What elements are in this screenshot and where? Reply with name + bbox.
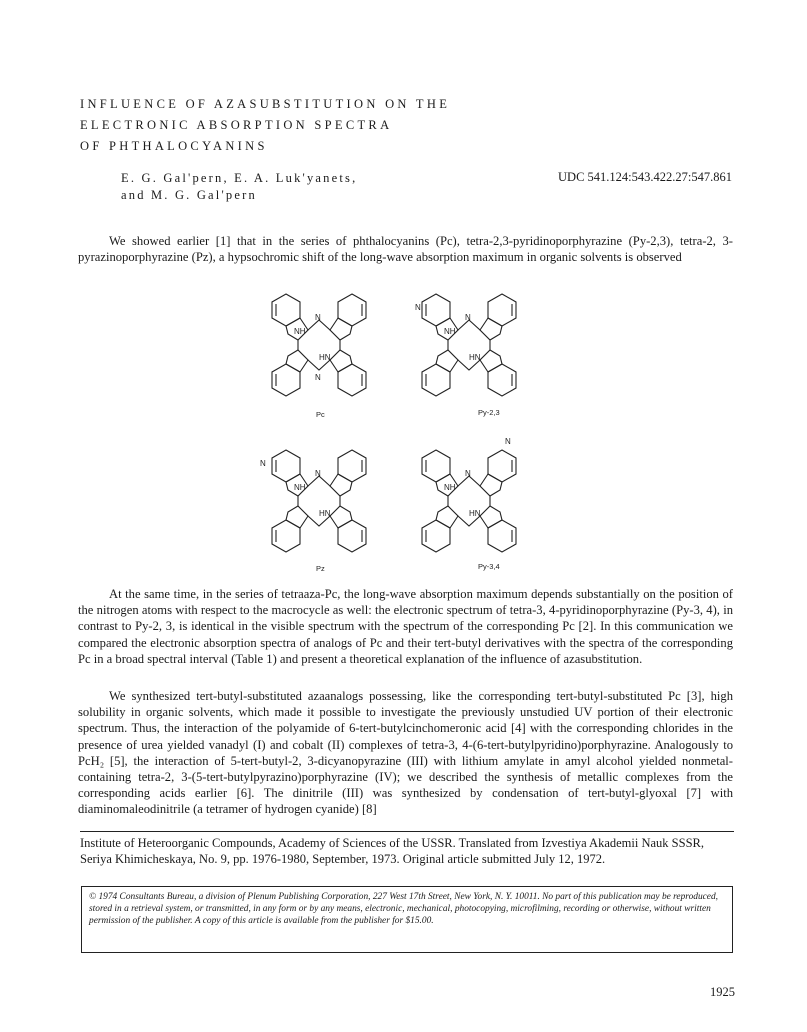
- title-line: OF PHTHALOCYANINS: [80, 139, 268, 153]
- footnote: Institute of Heteroorganic Compounds, Academy of Sciences of the USSR. Translated from Izvestiya Akademii Nauk SSSR, Seriya Khimicheskaya, No. 9, pp. 1976-1980, September, 1973. Original article submitted July 12, 1972.: [80, 836, 704, 866]
- authors-line: E. G. Gal'pern, E. A. Luk'yanets,: [121, 171, 358, 185]
- atom-n: N: [465, 469, 471, 478]
- intro-paragraph: [78, 233, 733, 265]
- atom-hn: HN: [319, 509, 331, 518]
- atom-nh: NH: [294, 483, 306, 492]
- page-number: 1925: [710, 985, 735, 999]
- atom-nh: NH: [444, 327, 456, 336]
- atom-labels: [260, 303, 511, 518]
- paragraph-3: [78, 688, 733, 818]
- udc-code: UDC 541.124:543.422.27:547.861: [558, 170, 732, 184]
- paragraph-2: [78, 586, 733, 667]
- atom-n: N: [465, 313, 471, 322]
- atom-n: N: [505, 437, 511, 446]
- authors: [121, 170, 357, 204]
- copyright-box: [81, 886, 733, 953]
- atom-n: N: [315, 469, 321, 478]
- atom-nh: NH: [444, 483, 456, 492]
- paragraph-3-text: We synthesized tert-butyl-substituted azaanalogs possessing, like the corresponding tert-butyl-substituted Pc [3], high solubility in organic solvents, which made it possible to investigate the previously unstudied UV portion of their electronic spectrum. Thus, the interaction of the polyamide of 6-tert-butylcinchomeronic acid [4] with the corresponding chlorides in the presence of urea yielded vanadyl (I) and cobalt (II) complexes of tetra-3, 4-(6-tert-butylpyridino)porphyrazine. Analogously to PcH₂ [5], the interaction of 5-tert-butyl-2, 3-dicyanopyrazine (III) with lithium amylate in amyl alcohol yielded nonmetal-containing tetra-2, 3-(5-tert-butylpyrazino)porphyrazine (IV); we described the synthesis of metallic complexes from the corresponding acids earlier [6]. The dinitrile (III) was synthesized by condensation of tert-butyl-glyoxal [7] with diaminomaleodinitrile (a tetramer of hydrogen cyanide) [8]: [78, 689, 733, 817]
- structure-py-3-4: [422, 450, 516, 552]
- title-line: ELECTRONIC ABSORPTION SPECTRA: [80, 118, 393, 132]
- structure-label-py-3-4: Py-3,4: [478, 562, 500, 571]
- structure-label-py-2-3: Py-2,3: [478, 408, 500, 417]
- atom-hn: HN: [319, 353, 331, 362]
- atom-hn: HN: [469, 509, 481, 518]
- structure-pz: [272, 450, 366, 552]
- article-title: [80, 94, 450, 157]
- title-line: INFLUENCE OF AZASUBSTITUTION ON THE: [80, 97, 451, 111]
- authors-line: and M. G. Gal'pern: [121, 188, 257, 202]
- atom-n: N: [415, 303, 421, 312]
- atom-n: N: [315, 313, 321, 322]
- footnote-rule: [80, 831, 734, 832]
- atom-n: N: [315, 373, 321, 382]
- atom-n: N: [260, 459, 266, 468]
- structure-label-pc: Pc: [316, 410, 325, 419]
- intro-text: We showed earlier [1] that in the series of phthalocyanins (Pc), tetra-2,3-pyridinoporphyrazine (Py-2,3), tetra-2, 3-pyrazinoporphyrazine (Pz), a hypsochromic shift of the long-wave absorption maximum in organic solvents is observed: [78, 234, 733, 265]
- copyright-text: © 1974 Consultants Bureau, a division of Plenum Publishing Corporation, 227 West 17th Street, New York, N. Y. 10011. No part of this publication may be reproduced, stored in a retrieval system, or transmitted, in any form or by any means, electronic, mechanical, photocopying, microfilming, recording or otherwise, without written permission of the publisher. A copy of this article is available from the publisher for $15.00.: [89, 892, 718, 927]
- structure-label-pz: Pz: [316, 564, 325, 573]
- structure-figure: [240, 276, 540, 576]
- paragraph-2-text: At the same time, in the series of tetraaza-Pc, the long-wave absorption maximum depends substantially on the position of the nitrogen atoms with respect to the macrocycle as well: the electronic spectrum of tetra-3, 4-pyridinoporphyrazine (Py-3, 4), in contrast to Py-2, 3, is identical in the visible spectrum with the spectrum of the corresponding Pc [2]. In this communication we compared the electronic absorption spectra of analogs of Pc and their tert-butyl derivatives with the spectra of the corresponding Pc in a broad spectral interval (Table 1) and present a theoretical explanation of the influence of azasubstitution.: [78, 587, 733, 666]
- atom-nh: NH: [294, 327, 306, 336]
- atom-hn: HN: [469, 353, 481, 362]
- structure-py-2-3: [422, 294, 516, 396]
